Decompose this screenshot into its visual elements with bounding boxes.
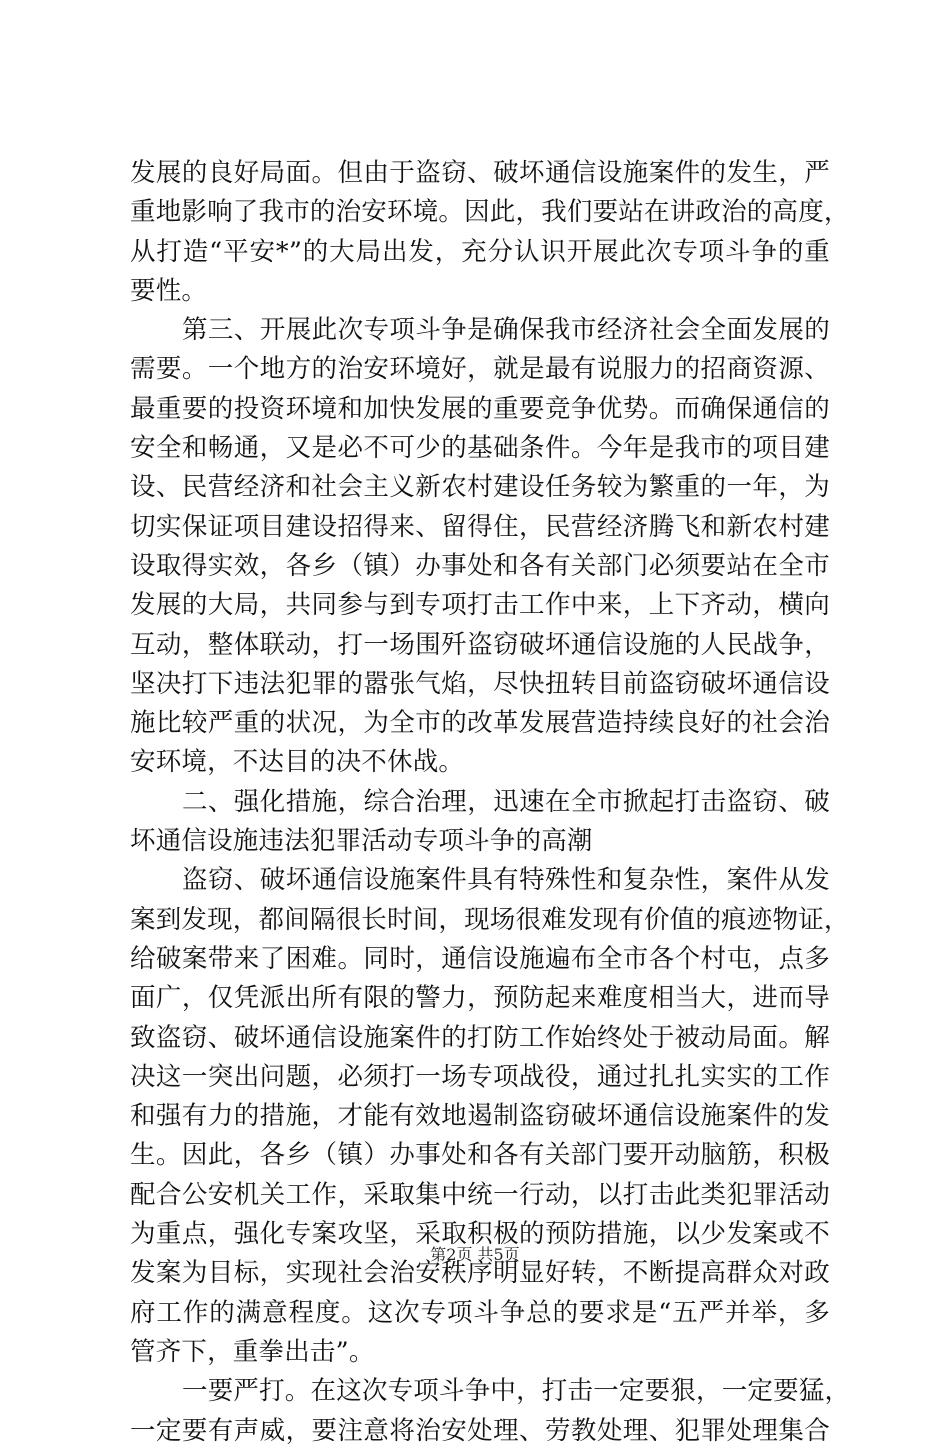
text-line: 发展的良好局面。但由于盗窃、破坏通信设施案件的发生，严: [130, 158, 830, 188]
text-line: 决这一突出问题，必须打一场专项战役，通过扎扎实实的工作: [130, 1061, 830, 1092]
text-line: 发案为目标，实现社会治安秩序明显好转，不断提高群众对政: [130, 1258, 830, 1289]
text-line: 为重点，强化专案攻坚，采取积极的预防措施，以少发案或不: [130, 1219, 830, 1250]
text-line: 一定要有声威，要注意将治安处理、劳教处理、犯罪处理集合: [130, 1415, 830, 1446]
text-line: 生。因此，各乡（镇）办事处和各有关部门要开动脑筋，积极: [130, 1140, 830, 1171]
text-line: 设取得实效，各乡（镇）办事处和各有关部门必须要站在全市: [130, 550, 830, 581]
text-line: 切实保证项目建设招得来、留得住，民营经济腾飞和新农村建: [130, 511, 830, 542]
text-line: 一要严打。在这次专项斗争中，打击一定要狠，一定要猛，: [182, 1376, 851, 1407]
text-line: 设、民营经济和社会主义新农村建设任务较为繁重的一年，为: [130, 472, 830, 503]
text-line: 致盗窃、破坏通信设施案件的打防工作始终处于被动局面。解: [130, 1022, 830, 1053]
text-line: 从打造“平安*”的大局出发，充分认识开展此次专项斗争的重: [130, 236, 830, 267]
text-line: 安环境，不达目的决不休战。: [130, 747, 465, 778]
text-line: 给破案带来了困难。同时，通信设施遍布全市各个村屯，点多: [130, 943, 830, 974]
text-line: 案到发现，都间隔很长时间，现场很难发现有价值的痕迹物证，: [130, 904, 850, 935]
text-line: 发展的大局，共同参与到专项打击工作中来，上下齐动，横向: [130, 590, 830, 621]
page-footer: 第2页 共5页: [430, 1245, 520, 1264]
text-line: 和强有力的措施，才能有效地遏制盗窃破坏通信设施案件的发: [130, 1101, 830, 1132]
text-line: 面广，仅凭派出所有限的警力，预防起来难度相当大，进而导: [130, 983, 830, 1014]
text-line: 安全和畅通，又是必不可少的基础条件。今年是我市的项目建: [130, 433, 830, 464]
text-line: 施比较严重的状况，为全市的改革发展营造持续良好的社会治: [130, 708, 830, 739]
text-line: 府工作的满意程度。这次专项斗争总的要求是“五严并举，多: [130, 1297, 830, 1328]
text-line: 管齐下，重拳出击”。: [130, 1336, 375, 1367]
text-line: 配合公安机关工作，采取集中统一行动，以打击此类犯罪活动: [130, 1179, 830, 1210]
text-line: 盗窃、破坏通信设施案件具有特殊性和复杂性，案件从发: [182, 865, 830, 896]
text-line: 需要。一个地方的治安环境好，就是最有说服力的招商资源、: [130, 354, 830, 385]
text-line: 最重要的投资环境和加快发展的重要竞争优势。而确保通信的: [130, 393, 830, 424]
text-line: 二、强化措施，综合治理，迅速在全市掀起打击盗窃、破: [182, 786, 830, 817]
text-line: 坚决打下违法犯罪的嚣张气焰，尽快扭转目前盗窃破坏通信设: [130, 668, 830, 699]
text-line: 坏通信设施违法犯罪活动专项斗争的高潮: [130, 826, 593, 857]
text-line: 要性。: [130, 275, 208, 306]
text-line: 重地影响了我市的治安环境。因此，我们要站在讲政治的高度，: [130, 197, 850, 228]
text-line: 第三、开展此次专项斗争是确保我市经济社会全面发展的: [182, 315, 830, 346]
text-line: 互动，整体联动，打一场围歼盗窃破坏通信设施的人民战争，: [130, 629, 830, 660]
